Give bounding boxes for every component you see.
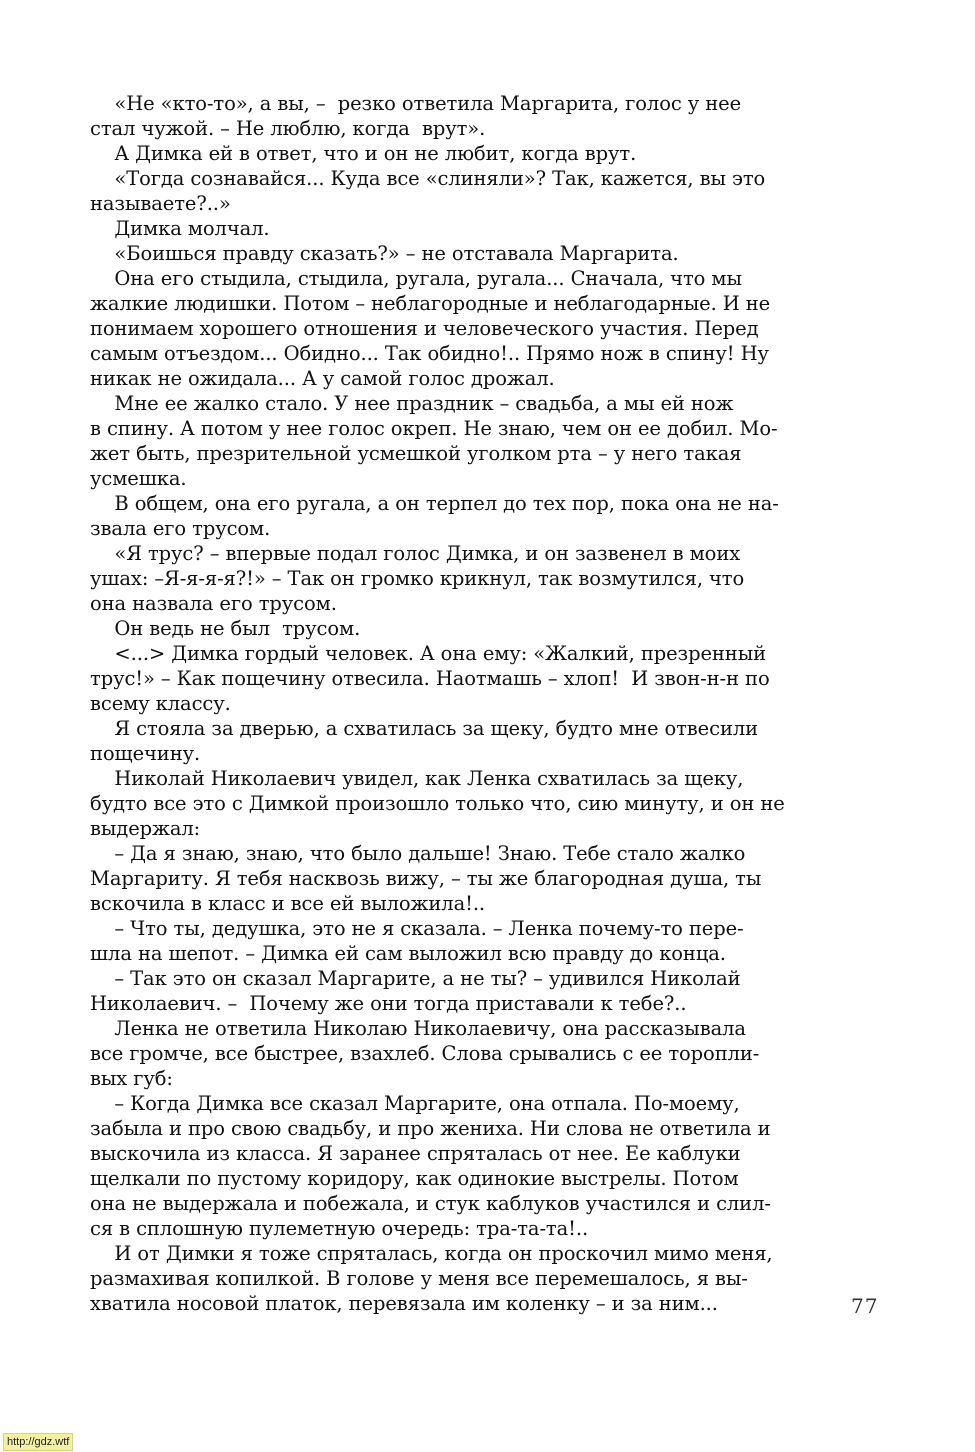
text-line: Я стояла за дверью, а схватилась за щеку, будто мне отвесили	[90, 717, 759, 740]
text-line: всему классу.	[90, 692, 231, 715]
text-line: шла на шепот. – Димка ей сам выложил всю правду до конца.	[90, 942, 726, 965]
text-line: – Что ты, дедушка, это не я сказала. – Ленка почему-то пере-	[90, 917, 744, 940]
text-line: И от Димки я тоже спряталась, когда он проскочил мимо меня,	[90, 1242, 773, 1265]
text-line: щелкали по пустому коридору, как одинокие выстрелы. Потом	[90, 1167, 739, 1190]
text-line: ушах: –Я-я-я-я?!» – Так он громко крикнул, так возмутился, что	[90, 567, 745, 590]
text-line: усмешка.	[90, 467, 187, 490]
text-line: Мне ее жалко стало. У нее праздник – свадьба, а мы ей нож	[90, 392, 734, 415]
text-line: звала его трусом.	[90, 517, 271, 540]
text-line: жалкие людишки. Потом – неблагородные и неблагодарные. И не	[90, 292, 771, 315]
text-line: она назвала его трусом.	[90, 592, 337, 615]
text-line: Димка молчал.	[90, 217, 270, 240]
text-line: Ленка не ответила Николаю Николаевичу, она рассказывала	[90, 1017, 746, 1040]
page-number: 77	[851, 1294, 879, 1318]
text-line: Николаевич. – Почему же они тогда приставали к тебе?..	[90, 992, 687, 1015]
text-line: Маргариту. Я тебя насквозь вижу, – ты же благородная душа, ты	[90, 867, 762, 890]
text-line: вых губ:	[90, 1067, 173, 1090]
text-line: называете?..»	[90, 192, 231, 215]
text-line: понимаем хорошего отношения и человеческого участия. Перед	[90, 317, 759, 340]
text-line: В общем, она его ругала, а он терпел до тех пор, пока она не на-	[90, 492, 779, 515]
text-line: будто все это с Димкой произошло только что, сию минуту, и он не	[90, 792, 785, 815]
text-line: «Боишься правду сказать?» – не отставала Маргарита.	[90, 242, 679, 265]
text-line: – Так это он сказал Маргарите, а не ты? – удивился Николай	[90, 967, 741, 990]
text-line: никак не ожидала... А у самой голос дрожал.	[90, 367, 555, 390]
text-line: А Димка ей в ответ, что и он не любит, когда врут.	[90, 142, 637, 165]
text-line: пощечину.	[90, 742, 201, 765]
text-line: она не выдержала и побежала, и стук каблуков участился и слил-	[90, 1192, 771, 1215]
text-line: – Да я знаю, знаю, что было дальше! Знаю. Тебе стало жалко	[90, 842, 746, 865]
text-line: «Не «кто-то», а вы, – резко ответила Маргарита, голос у нее	[90, 92, 742, 115]
text-line: «Тогда сознавайся... Куда все «слиняли»? Так, кажется, вы это	[90, 167, 766, 190]
text-line: стал чужой. – Не люблю, когда врут».	[90, 117, 486, 140]
text-line: Она его стыдила, стыдила, ругала, ругала... Сначала, что мы	[90, 267, 742, 290]
text-line: ся в сплошную пулеметную очередь: тра-та-та!..	[90, 1217, 589, 1240]
text-line: все громче, все быстрее, взахлеб. Слова срывались с ее торопли-	[90, 1042, 760, 1065]
text-line: в спину. А потом у нее голос окреп. Не знаю, чем он ее добил. Мо-	[90, 417, 778, 440]
text-line: выскочила из класса. Я заранее спряталась от нее. Ее каблуки	[90, 1142, 741, 1165]
text-line: Он ведь не был трусом.	[90, 617, 361, 640]
text-line: – Когда Димка все сказал Маргарите, она отпала. По-моему,	[90, 1092, 740, 1115]
text-line: самым отъездом... Обидно... Так обидно!.. Прямо нож в спину! Ну	[90, 342, 769, 365]
text-line: размахивая копилкой. В голове у меня все перемешалось, я вы-	[90, 1267, 748, 1290]
text-line: выдержал:	[90, 817, 201, 840]
body-text	[90, 91, 816, 1316]
text-line: Николай Николаевич увидел, как Ленка схватилась за щеку,	[90, 767, 744, 790]
text-line: вскочила в класс и все ей выложила!..	[90, 892, 486, 915]
source-watermark[interactable]: http://gdz.wtf	[3, 1433, 73, 1451]
text-line: хватила носовой платок, перевязала им коленку – и за ним...	[90, 1292, 718, 1315]
text-line: жет быть, презрительной усмешкой уголком рта – у него такая	[90, 442, 742, 465]
text-line: трус!» – Как пощечину отвесила. Наотмашь – хлоп! И звон-н-н по	[90, 667, 770, 690]
text-line: <...> Димка гордый человек. А она ему: «Жалкий, презренный	[90, 642, 767, 665]
text-line: забыла и про свою свадьбу, и про жениха. Ни слова не ответила и	[90, 1117, 771, 1140]
text-line: «Я трус? – впервые подал голос Димка, и он зазвенел в моих	[90, 542, 741, 565]
